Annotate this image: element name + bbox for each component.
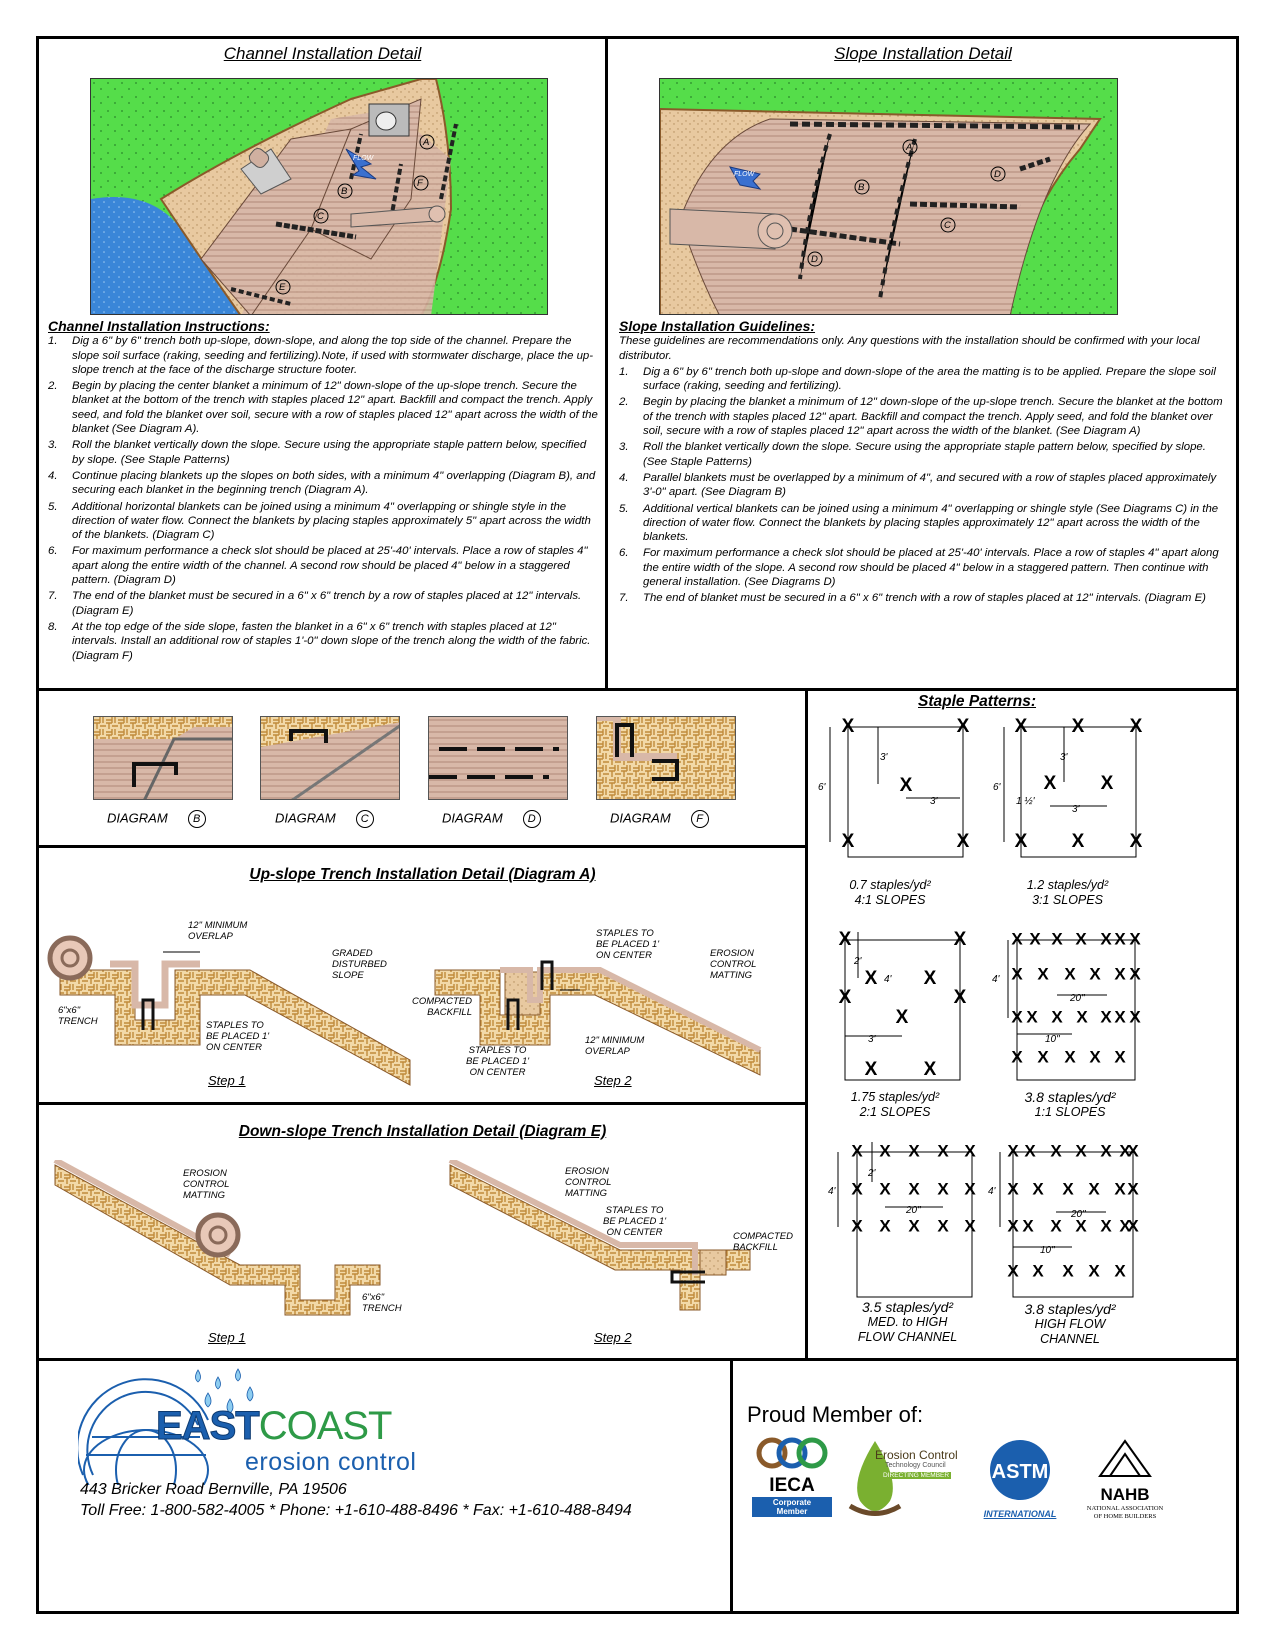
ectc-logo: Erosion Control Technology Council DIRECTING MEMBER bbox=[845, 1436, 975, 1526]
callout-b: B bbox=[341, 186, 348, 197]
staple-mark: X bbox=[1100, 773, 1114, 795]
staple-mark: X bbox=[937, 1216, 949, 1236]
staple-mark: X bbox=[1062, 1179, 1074, 1199]
astm-logo: ASTM INTERNATIONAL bbox=[980, 1436, 1060, 1520]
staple-mark: X bbox=[864, 1059, 878, 1081]
flow-label: FLOW bbox=[734, 171, 755, 178]
staple-mark: X bbox=[1071, 716, 1085, 738]
staple-mark: X bbox=[1100, 1216, 1112, 1236]
staple-mark: X bbox=[1043, 773, 1057, 795]
diagram-b-caption: DIAGRAM B bbox=[107, 810, 206, 828]
staple-mark: X bbox=[1114, 929, 1126, 949]
dimension-label: 10" bbox=[1045, 1034, 1060, 1045]
callout-e: E bbox=[279, 282, 286, 293]
diagram-d-letter: D bbox=[523, 810, 541, 828]
staple-mark: X bbox=[838, 987, 852, 1009]
proud-member-title: Proud Member of: bbox=[747, 1402, 924, 1427]
staple-mark: X bbox=[1100, 1007, 1112, 1027]
channel-instructions bbox=[48, 319, 598, 665]
dimension-label: 10" bbox=[1040, 1245, 1055, 1256]
upslope-staples1-label: STAPLES TO BE PLACED 1' ON CENTER bbox=[206, 1020, 270, 1053]
staple-mark: X bbox=[1050, 1141, 1062, 1161]
downslope-drawing bbox=[40, 1160, 805, 1330]
slope-item: 2. Begin by placing the blanket a minimum of 12" down-slope of the up-slope trench. Secure the blanket at the bottom of the trench with staples placed 12" apart. Backfill and compact the trench. Apply seed, and fold the blanket over soil, secure with a row of staples placed 12" apart across the width of the blanket. (See Diagram A) bbox=[619, 396, 1223, 438]
diagram-b-letter: B bbox=[188, 810, 206, 828]
staple-mark: X bbox=[879, 1216, 891, 1236]
divider bbox=[36, 688, 1239, 691]
staple-mark: X bbox=[1050, 1216, 1062, 1236]
diagram-b-image bbox=[93, 716, 233, 800]
diagram-d-caption: DIAGRAM D bbox=[442, 810, 541, 828]
staple-mark: X bbox=[923, 968, 937, 990]
staple-mark: X bbox=[1100, 929, 1112, 949]
callout-f: F bbox=[417, 178, 423, 189]
company-name: EASTCOAST bbox=[156, 1404, 392, 1448]
staple-mark: X bbox=[1129, 831, 1143, 853]
callout-c: C bbox=[944, 220, 951, 231]
staple-mark: X bbox=[964, 1141, 976, 1161]
upslope-graded-label: GRADED DISTURBED SLOPE bbox=[332, 948, 387, 981]
pattern1-caption: 0.7 staples/yd² 4:1 SLOPES bbox=[849, 878, 931, 907]
slope-intro: These guidelines are recommendations only. Any questions with the installation should be confirmed with your local distributor. bbox=[619, 335, 1200, 362]
slope-instructions bbox=[619, 319, 1231, 608]
staple-mark: X bbox=[1114, 964, 1126, 984]
channel-item: 2. Begin by placing the center blanket a minimum of 12" down-slope of the up-slope trench. Secure the blanket at the bottom of the trench with staples placed 12" apart. Backfill and compact the trench. Apply seed, and fold the blanket over soil, secure with a row of staples placed 12" apart across the width of the blanket (See Diagram A). bbox=[48, 380, 598, 436]
upslope-staples-top-label: STAPLES TO BE PLACED 1' ON CENTER bbox=[596, 928, 660, 961]
dimension-label: 20" bbox=[1070, 993, 1085, 1004]
divider bbox=[36, 1358, 1239, 1361]
staple-mark: X bbox=[953, 929, 967, 951]
staple-mark: X bbox=[841, 716, 855, 738]
staple-mark: X bbox=[1119, 1141, 1131, 1161]
staple-mark: X bbox=[964, 1179, 976, 1199]
staple-mark: X bbox=[1088, 1261, 1100, 1281]
staple-mark: X bbox=[1129, 716, 1143, 738]
upslope-overlap2-label: 12" MINIMUM OVERLAP bbox=[585, 1035, 645, 1057]
staple-mark: X bbox=[1007, 1179, 1019, 1199]
staple-mark: X bbox=[1089, 1047, 1101, 1067]
staple-mark: X bbox=[1032, 1179, 1044, 1199]
staple-mark: X bbox=[1088, 1179, 1100, 1199]
staple-mark: X bbox=[1114, 1007, 1126, 1027]
dimension-label: 3' bbox=[880, 752, 888, 763]
staple-mark: X bbox=[895, 1007, 909, 1029]
callout-a: A bbox=[906, 142, 913, 153]
dimension-label: 6' bbox=[818, 782, 826, 793]
staple-mark: X bbox=[1026, 1007, 1038, 1027]
staple-mark: X bbox=[899, 775, 913, 797]
callout-b: B bbox=[858, 182, 865, 193]
divider bbox=[730, 1358, 733, 1614]
dimension-label: 4' bbox=[988, 1186, 996, 1197]
staple-mark: X bbox=[879, 1179, 891, 1199]
staple-mark: X bbox=[1114, 1261, 1126, 1281]
staple-mark: X bbox=[851, 1179, 863, 1199]
slope-item: 6. For maximum performance a check slot should be placed at 25'-40' intervals. Place a row of staples 4" apart along the entire width of the slope. A second row should be placed 4" below in a staggered pattern. Then continue with general installation. (See Diagrams D) bbox=[619, 547, 1219, 589]
staple-mark: X bbox=[1129, 1007, 1141, 1027]
staple-mark: X bbox=[1127, 1216, 1139, 1236]
channel-item: 5. Additional horizontal blankets can be joined using a minimum 4" overlapping or shingle style in the direction of water flow. Connect the blankets by placing staples approximately 5" apart across the width of the blankets. (Diagram C) bbox=[48, 500, 591, 542]
upslope-matting-label: EROSION CONTROL MATTING bbox=[710, 948, 757, 981]
staple-mark: X bbox=[956, 716, 970, 738]
channel-item: 1. Dig a 6" by 6" trench both up-slope, down-slope, and along the top side of the channel. Prepare the slope soil surface (raking, seeding and fertilizing).Note, if used with stormwater discharge, place the up-slope trench at the face of the discharge structure footer. bbox=[48, 335, 594, 376]
pattern3-caption: 1.75 staples/yd² 2:1 SLOPES bbox=[850, 1090, 940, 1119]
divider bbox=[36, 1102, 808, 1105]
staple-mark: X bbox=[908, 1141, 920, 1161]
diagram-f-image bbox=[596, 716, 736, 800]
staple-mark: X bbox=[1071, 831, 1085, 853]
company-subtitle: erosion control bbox=[245, 1448, 417, 1476]
slope-instructions-title: Slope Installation Guidelines: bbox=[619, 318, 816, 334]
staple-mark: X bbox=[879, 1141, 891, 1161]
staple-mark: X bbox=[1127, 1179, 1139, 1199]
company-contact: Toll Free: 1-800-582-4005 * Phone: +1-610-488-8496 * Fax: +1-610-488-8494 bbox=[80, 1502, 632, 1519]
downslope-backfill-label: COMPACTED BACKFILL bbox=[733, 1231, 793, 1253]
slope-item: 7. The end of blanket must be secured in a 6" x 6" trench with a row of staples placed at 12" intervals. (Diagram E) bbox=[619, 592, 1206, 605]
callout-d: D bbox=[994, 169, 1001, 180]
staple-mark: X bbox=[937, 1141, 949, 1161]
staple-mark: X bbox=[1007, 1261, 1019, 1281]
staple-mark: X bbox=[964, 1216, 976, 1236]
upslope-staples2-label: STAPLES TO BE PLACED 1' ON CENTER bbox=[466, 1045, 530, 1078]
staple-patterns-drawing bbox=[810, 712, 1235, 1352]
diagram-f-caption: DIAGRAM F bbox=[610, 810, 709, 828]
callout-c: C bbox=[317, 211, 324, 222]
staple-mark: X bbox=[1051, 929, 1063, 949]
diagram-f-letter: F bbox=[691, 810, 709, 828]
staple-mark: X bbox=[1062, 1261, 1074, 1281]
diagram-c-caption: DIAGRAM C bbox=[275, 810, 374, 828]
staple-mark: X bbox=[838, 929, 852, 951]
divider bbox=[36, 845, 808, 848]
dimension-label: 1 ½' bbox=[1016, 796, 1035, 807]
dimension-label: 3' bbox=[1072, 804, 1080, 815]
company-address: 443 Bricker Road Bernville, PA 19506 bbox=[80, 1481, 347, 1498]
staple-mark: X bbox=[937, 1179, 949, 1199]
dimension-label: 20" bbox=[906, 1205, 921, 1216]
dimension-label: 3' bbox=[868, 1034, 876, 1045]
staple-mark: X bbox=[923, 1059, 937, 1081]
pattern4-caption: 3.8 staples/yd² 1:1 SLOPES bbox=[1024, 1089, 1116, 1119]
staple-mark: X bbox=[1076, 1007, 1088, 1027]
dimension-label: 3' bbox=[1060, 752, 1068, 763]
staple-mark: X bbox=[1011, 1007, 1023, 1027]
staple-mark: X bbox=[1037, 964, 1049, 984]
staple-mark: X bbox=[1114, 1047, 1126, 1067]
channel-item: 7. The end of the blanket must be secured in a 6" x 6" trench by a row of staples placed at 12" intervals. (Diagram E) bbox=[48, 590, 582, 617]
staple-mark: X bbox=[1075, 1216, 1087, 1236]
upslope-trench-label: 6"x6" TRENCH bbox=[58, 1005, 98, 1027]
staple-mark: X bbox=[1089, 964, 1101, 984]
divider bbox=[805, 688, 808, 1360]
downslope-step1: Step 1 bbox=[208, 1330, 246, 1345]
divider bbox=[605, 36, 608, 691]
flow-label: FLOW bbox=[353, 155, 374, 162]
slope-title: Slope Installation Detail bbox=[834, 44, 1012, 63]
downslope-matting1-label: EROSION CONTROL MATTING bbox=[183, 1168, 230, 1201]
callout-d2: D bbox=[811, 254, 818, 265]
downslope-matting2-label: EROSION CONTROL MATTING bbox=[565, 1166, 612, 1199]
staple-mark: X bbox=[956, 831, 970, 853]
slope-item: 5. Additional vertical blankets can be joined using a minimum 4" overlapping or shingle style (See Diagrams C) in the direction of water flow. Connect the blankets by placing staples approximately 12" apart across the width of the blankets. bbox=[619, 502, 1219, 544]
slope-item: 4. Parallel blankets must be overlapped by a minimum of 4", and secured with a row of staples placed approximately 3'-0" apart. (See Diagram B) bbox=[619, 471, 1217, 499]
staple-mark: X bbox=[1129, 964, 1141, 984]
staple-mark: X bbox=[1100, 1141, 1112, 1161]
staple-mark: X bbox=[1032, 1261, 1044, 1281]
downslope-title: Down-slope Trench Installation Detail (Diagram E) bbox=[238, 1123, 607, 1140]
staple-mark: X bbox=[1051, 1007, 1063, 1027]
staple-mark: X bbox=[1064, 964, 1076, 984]
channel-item: 3. Roll the blanket vertically down the slope. Secure using the appropriate staple pattern below, specified by slope. (See Staple Patterns) bbox=[48, 439, 587, 466]
staple-mark: X bbox=[1064, 1047, 1076, 1067]
dimension-label: 3' bbox=[930, 796, 938, 807]
upslope-step2: Step 2 bbox=[594, 1073, 632, 1088]
channel-instructions-title: Channel Installation Instructions: bbox=[48, 318, 270, 334]
staple-mark: X bbox=[908, 1216, 920, 1236]
dimension-label: 6' bbox=[993, 782, 1001, 793]
staple-mark: X bbox=[1037, 1047, 1049, 1067]
downslope-step2: Step 2 bbox=[594, 1330, 632, 1345]
upslope-backfill-label: COMPACTED BACKFILL bbox=[412, 996, 472, 1018]
channel-title: Channel Installation Detail bbox=[223, 44, 422, 63]
ieca-logo: IECA Corporate Member bbox=[752, 1436, 832, 1518]
dimension-label: 4' bbox=[828, 1186, 836, 1197]
upslope-step1: Step 1 bbox=[208, 1073, 246, 1088]
staple-mark: X bbox=[1129, 929, 1141, 949]
channel-item: 4. Continue placing blankets up the slopes on both sides, with a minimum 4" overlapping (Diagram B), and securing each blanket in the beginning trench (Diagram A). bbox=[48, 469, 596, 497]
dimension-label: 20" bbox=[1071, 1209, 1086, 1220]
slope-illustration bbox=[659, 78, 1118, 315]
dimension-label: 4' bbox=[884, 974, 892, 985]
staple-mark: X bbox=[864, 968, 878, 990]
upslope-overlap-label: 12" MINIMUM OVERLAP bbox=[188, 920, 248, 942]
staple-mark: X bbox=[1011, 929, 1023, 949]
staple-patterns-title: Staple Patterns: bbox=[918, 693, 1037, 710]
staple-mark: X bbox=[1029, 929, 1041, 949]
diagram-c-image bbox=[260, 716, 400, 800]
upslope-title: Up-slope Trench Installation Detail (Diagram A) bbox=[249, 866, 596, 883]
staple-mark: X bbox=[1014, 831, 1028, 853]
staple-mark: X bbox=[953, 987, 967, 1009]
staple-mark: X bbox=[1127, 1141, 1139, 1161]
svg-text:ASTM: ASTM bbox=[991, 1461, 1049, 1483]
staple-mark: X bbox=[1011, 1047, 1023, 1067]
staple-mark: X bbox=[1114, 1179, 1126, 1199]
slope-item: 3. Roll the blanket vertically down the slope. Secure using the appropriate staple pattern below, specified by slope. (See Staple Patterns) bbox=[619, 441, 1206, 468]
staple-mark: X bbox=[1007, 1216, 1019, 1236]
pattern2-caption: 1.2 staples/yd² 3:1 SLOPES bbox=[1026, 878, 1109, 907]
diagram-c-letter: C bbox=[356, 810, 374, 828]
nahb-logo: NAHB NATIONAL ASSOCIATION OF HOME BUILDERS bbox=[1080, 1436, 1170, 1526]
channel-item: 6. For maximum performance a check slot should be placed at 25'-40' intervals. Place a row of staples 4" apart along the entire width of the channel. A second row should be placed 4" below in a staggered pattern. (Diagram D) bbox=[48, 545, 588, 587]
staple-mark: X bbox=[908, 1179, 920, 1199]
staple-mark: X bbox=[1022, 1216, 1034, 1236]
channel-item: 8. At the top edge of the side slope, fasten the blanket in a 6" x 6" trench with staples placed at 12" intervals. Install an additional row of staples 1'-0" down slope of the trench along the width of the fabric. (Diagram F) bbox=[48, 620, 591, 662]
staple-mark: X bbox=[851, 1216, 863, 1236]
diagram-d-image bbox=[428, 716, 568, 800]
callout-a: A bbox=[423, 137, 430, 148]
staple-mark: X bbox=[1075, 1141, 1087, 1161]
staple-mark: X bbox=[1075, 929, 1087, 949]
downslope-trench-label: 6"x6" TRENCH bbox=[362, 1292, 402, 1314]
staple-mark: X bbox=[1014, 716, 1028, 738]
staple-mark: X bbox=[1007, 1141, 1019, 1161]
staple-mark: X bbox=[851, 1141, 863, 1161]
staple-mark: X bbox=[1011, 964, 1023, 984]
staple-mark: X bbox=[1119, 1216, 1131, 1236]
downslope-staples-label: STAPLES TO BE PLACED 1' ON CENTER bbox=[603, 1205, 667, 1238]
dimension-label: 2' bbox=[868, 1168, 876, 1179]
channel-illustration bbox=[90, 78, 548, 315]
dimension-label: 2' bbox=[854, 956, 862, 967]
pattern5-caption: 3.5 staples/yd² MED. to HIGH FLOW CHANNEL bbox=[857, 1299, 958, 1344]
staple-mark: X bbox=[841, 831, 855, 853]
staple-mark: X bbox=[1024, 1141, 1036, 1161]
pattern6-caption: 3.8 staples/yd² HIGH FLOW CHANNEL bbox=[1024, 1301, 1116, 1346]
dimension-label: 4' bbox=[992, 974, 1000, 985]
slope-item: 1. Dig a 6" by 6" trench both up-slope and down-slope of the area the matting is to be applied. Prepare the slope soil surface (raking, seeding and fertilizing). bbox=[619, 365, 1216, 393]
